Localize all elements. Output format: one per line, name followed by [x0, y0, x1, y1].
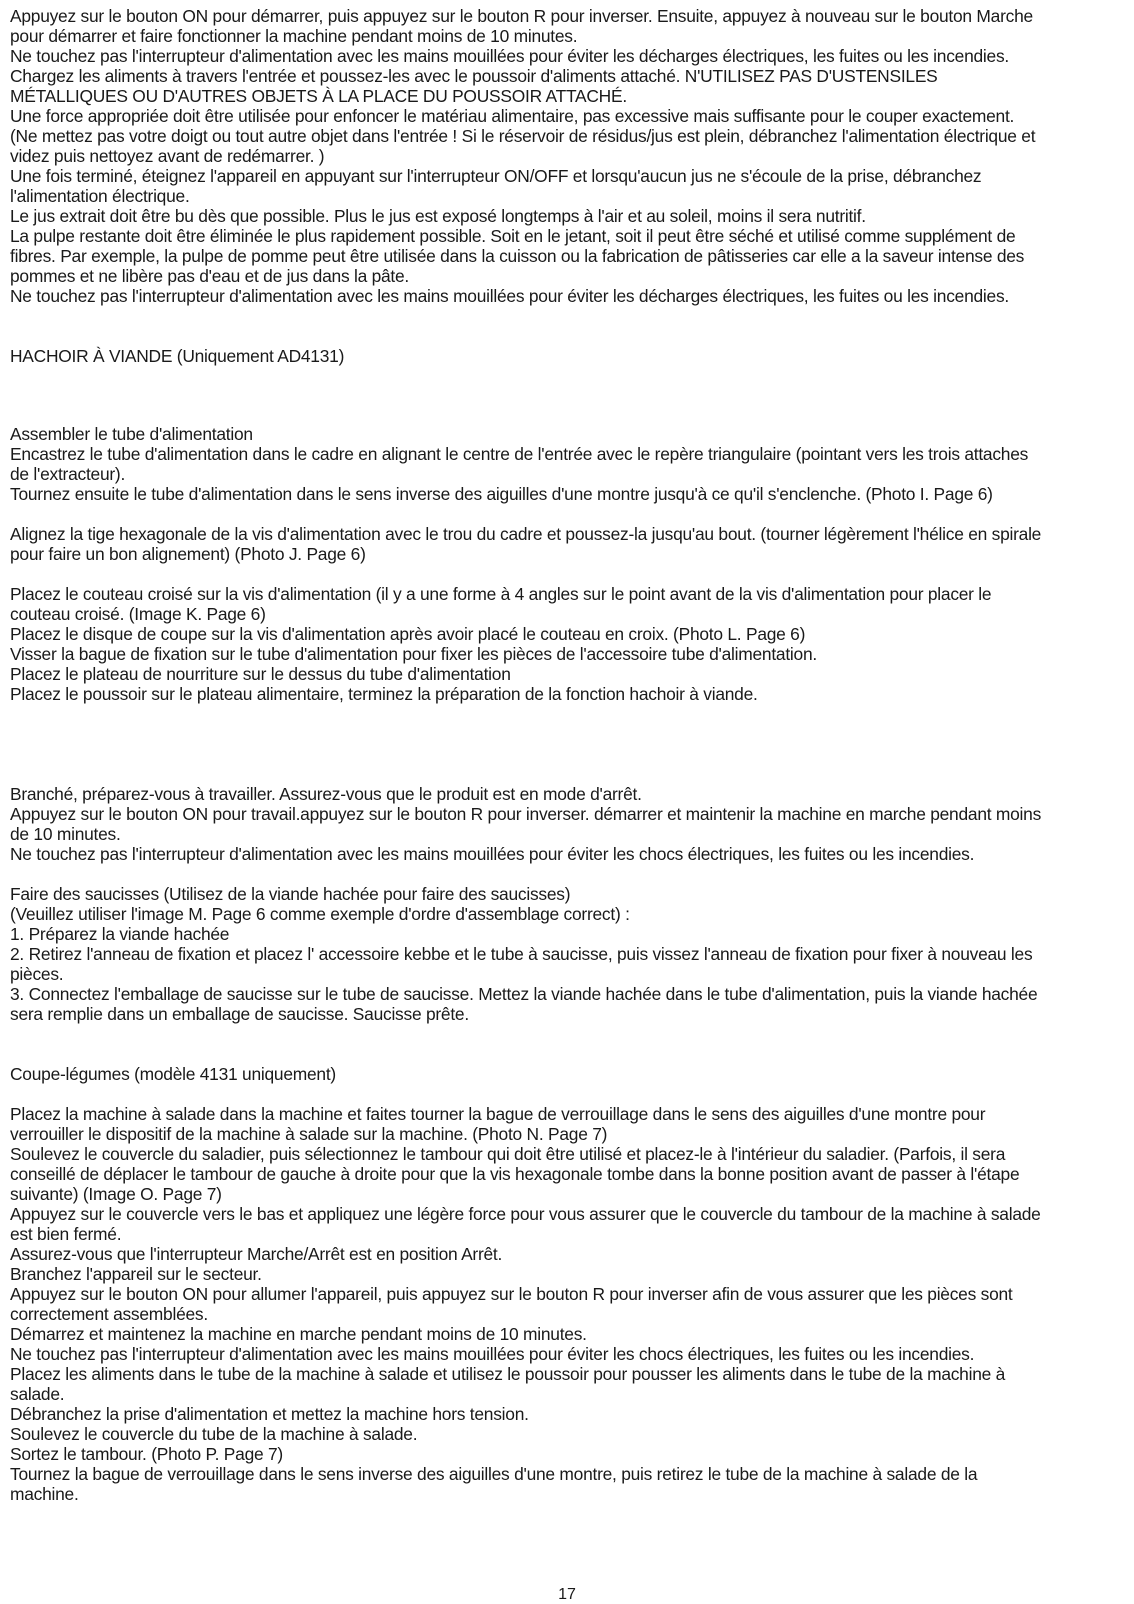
- text-line: Placez le poussoir sur le plateau alimentaire, terminez la préparation de la fonction hachoir à viande.: [10, 684, 758, 704]
- text-line: conseillé de déplacer le tambour de gauche à droite pour que la vis hexagonale tombe dans la bonne position avant de passer à l'étape: [10, 1164, 1020, 1184]
- text-line: Placez le couteau croisé sur la vis d'alimentation (il y a une forme à 4 angles sur le point avant de la vis d'alimentation pour placer le: [10, 584, 992, 604]
- text-line: Chargez les aliments à travers l'entrée et poussez-les avec le poussoir d'aliments attaché. N'UTILISEZ PAS D'USTENSILES: [10, 66, 938, 86]
- text-line: Assurez-vous que l'interrupteur Marche/Arrêt est en position Arrêt.: [10, 1244, 503, 1264]
- text-line: Tournez ensuite le tube d'alimentation dans le sens inverse des aiguilles d'une montre jusqu'à ce qu'il s'enclenche. (Photo I. Page 6): [10, 484, 993, 504]
- feed-screw-instructions: [10, 524, 1126, 564]
- text-line: videz puis nettoyez avant de redémarrer. ): [10, 146, 325, 166]
- text-line: Appuyez sur le couvercle vers le bas et appliquez une légère force pour vous assurer que le couvercle du tambour de la machine à salade: [10, 1204, 1041, 1224]
- assembly-instructions: [10, 444, 1126, 504]
- text-line: Le jus extrait doit être bu dès que possible. Plus le jus est exposé longtemps à l'air et au soleil, moins il sera nutritif.: [10, 206, 866, 226]
- text-line: salade.: [10, 1384, 65, 1404]
- text-line: de l'extracteur).: [10, 464, 126, 484]
- text-line: Ne touchez pas l'interrupteur d'alimentation avec les mains mouillées pour éviter les décharges électriques, les fuites ou les incendies.: [10, 46, 1009, 66]
- text-line: Ne touchez pas l'interrupteur d'alimentation avec les mains mouillées pour éviter les chocs électriques, les fuites ou les incendies.: [10, 1344, 975, 1364]
- text-line: MÉTALLIQUES OU D'AUTRES OBJETS À LA PLACE DU POUSSOIR ATTACHÉ.: [10, 86, 627, 106]
- text-line: 3. Connectez l'emballage de saucisse sur le tube de saucisse. Mettez la viande hachée dans le tube d'alimentation, puis la viande hachée: [10, 984, 1038, 1004]
- meat-grinder-heading: HACHOIR À VIANDE (Uniquement AD4131): [10, 346, 345, 366]
- text-line: fibres. Par exemple, la pulpe de pomme peut être utilisée dans la cuisson ou la fabrication de pâtisseries car elle a la saveur intense des: [10, 246, 1025, 266]
- juicer-instructions: [10, 6, 1126, 306]
- text-line: machine.: [10, 1484, 79, 1504]
- text-line: pièces.: [10, 964, 64, 984]
- text-line: Placez les aliments dans le tube de la machine à salade et utilisez le poussoir pour pousser les aliments dans le tube de la machine à: [10, 1364, 1006, 1384]
- text-line: Ne touchez pas l'interrupteur d'alimentation avec les mains mouillées pour éviter les décharges électriques, les fuites ou les incendies.: [10, 286, 1009, 306]
- text-line: l'alimentation électrique.: [10, 186, 190, 206]
- text-line: suivante) (Image O. Page 7): [10, 1184, 222, 1204]
- text-line: Placez le disque de coupe sur la vis d'alimentation après avoir placé le couteau en croix. (Photo L. Page 6): [10, 624, 806, 644]
- text-line: Soulevez le couvercle du tube de la machine à salade.: [10, 1424, 418, 1444]
- text-line: Démarrez et maintenez la machine en marche pendant moins de 10 minutes.: [10, 1324, 587, 1344]
- text-line: 1. Préparez la viande hachée: [10, 924, 230, 944]
- vegetable-cutter-instructions: [10, 1104, 1126, 1504]
- text-line: Alignez la tige hexagonale de la vis d'alimentation avec le trou du cadre et poussez-la jusqu'au bout. (tourner légèrement l'hélice en spirale: [10, 524, 1042, 544]
- text-line: Encastrez le tube d'alimentation dans le cadre en alignant le centre de l'entrée avec le repère triangulaire (pointant vers les trois attaches: [10, 444, 1029, 464]
- text-line: Placez la machine à salade dans la machine et faites tourner la bague de verrouillage dans le sens des aiguilles d'une montre pour: [10, 1104, 986, 1124]
- text-line: pommes et ne libère pas d'eau et de jus dans la pâte.: [10, 266, 410, 286]
- text-line: Une fois terminé, éteignez l'appareil en appuyant sur l'interrupteur ON/OFF et lorsqu'aucun jus ne s'écoule de la prise, débranchez: [10, 166, 982, 186]
- text-line: Appuyez sur le bouton ON pour travail.appuyez sur le bouton R pour inverser. démarrer et maintenir la machine en marche pendant moins: [10, 804, 1042, 824]
- text-line: 2. Retirez l'anneau de fixation et placez l' accessoire kebbe et le tube à saucisse, puis vissez l'anneau de fixation pour fixer à nouveau les: [10, 944, 1033, 964]
- text-line: (Ne mettez pas votre doigt ou tout autre objet dans l'entrée ! Si le réservoir de résidus/jus est plein, débranchez l'alimentation électrique et: [10, 126, 1036, 146]
- text-line: La pulpe restante doit être éliminée le plus rapidement possible. Soit en le jetant, soit il peut être séché et utilisé comme supplément de: [10, 226, 1016, 246]
- text-line: (Veuillez utiliser l'image M. Page 6 comme exemple d'ordre d'assemblage correct) :: [10, 904, 630, 924]
- text-line: Placez le plateau de nourriture sur le dessus du tube d'alimentation: [10, 664, 511, 684]
- text-line: correctement assemblées.: [10, 1304, 208, 1324]
- text-line: sera remplie dans un emballage de saucisse. Saucisse prête.: [10, 1004, 469, 1024]
- vegetable-cutter-heading: Coupe-légumes (modèle 4131 uniquement): [10, 1064, 336, 1084]
- text-line: Appuyez sur le bouton ON pour démarrer, puis appuyez sur le bouton R pour inverser. Ensuite, appuyez à nouveau sur le bouton Marche: [10, 6, 1033, 26]
- text-line: Visser la bague de fixation sur le tube d'alimentation pour fixer les pièces de l'accessoire tube d'alimentation.: [10, 644, 817, 664]
- text-line: Tournez la bague de verrouillage dans le sens inverse des aiguilles d'une montre, puis retirez le tube de la machine à salade de la: [10, 1464, 978, 1484]
- page-number: 17: [558, 1586, 576, 1603]
- text-line: Une force appropriée doit être utilisée pour enfoncer le matériau alimentaire, pas excessive mais suffisante pour le couper exactement.: [10, 106, 1015, 126]
- text-line: est bien fermé.: [10, 1224, 122, 1244]
- text-line: Branchez l'appareil sur le secteur.: [10, 1264, 262, 1284]
- text-line: de 10 minutes.: [10, 824, 121, 844]
- text-line: Faire des saucisses (Utilisez de la viande hachée pour faire des saucisses): [10, 884, 571, 904]
- text-line: Ne touchez pas l'interrupteur d'alimentation avec les mains mouillées pour éviter les chocs électriques, les fuites ou les incendies.: [10, 844, 975, 864]
- text-line: Appuyez sur le bouton ON pour allumer l'appareil, puis appuyez sur le bouton R pour inverser afin de vous assurer que les pièces sont: [10, 1284, 1013, 1304]
- document-page: [10, 6, 1126, 1504]
- cross-knife-instructions: [10, 584, 1126, 704]
- text-line: Branché, préparez-vous à travailler. Assurez-vous que le produit est en mode d'arrêt.: [10, 784, 642, 804]
- text-line: couteau croisé. (Image K. Page 6): [10, 604, 266, 624]
- sausage-instructions: [10, 884, 1126, 1024]
- text-line: pour démarrer et faire fonctionner la machine pendant moins de 10 minutes.: [10, 26, 578, 46]
- text-line: Débranchez la prise d'alimentation et mettez la machine hors tension.: [10, 1404, 529, 1424]
- text-line: verrouiller le dispositif de la machine à salade sur la machine. (Photo N. Page 7): [10, 1124, 608, 1144]
- assembly-heading: Assembler le tube d'alimentation: [10, 424, 253, 444]
- text-line: Sortez le tambour. (Photo P. Page 7): [10, 1444, 283, 1464]
- operation-instructions: [10, 784, 1126, 864]
- text-line: Soulevez le couvercle du saladier, puis sélectionnez le tambour qui doit être utilisé et placez-le à l'intérieur du saladier. (Parfois, il sera: [10, 1144, 1006, 1164]
- text-line: pour faire un bon alignement) (Photo J. Page 6): [10, 544, 366, 564]
